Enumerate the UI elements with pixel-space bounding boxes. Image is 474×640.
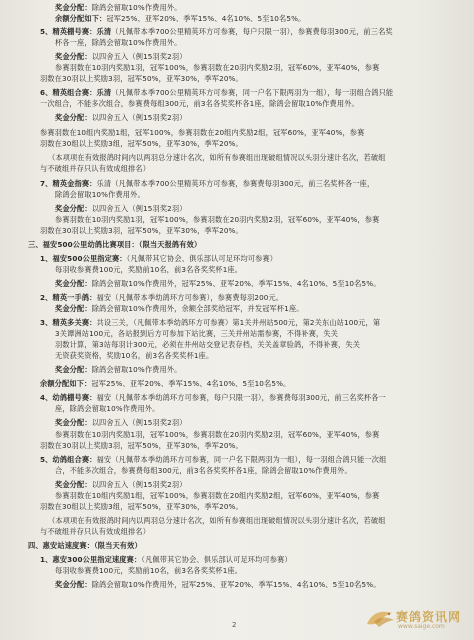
text-line <box>40 555 292 565</box>
text-segment: 福安（凡佩带本季幼鸽环方可参赛），参赛费每羽200元。 <box>96 293 284 302</box>
pigeon-logo-icon <box>364 606 396 632</box>
text-line <box>55 351 213 361</box>
text-line <box>55 113 187 123</box>
text-segment: 除鸽会留取10%作费用外，余额全部奖给冠军，并发冠军杯1座。 <box>91 304 304 313</box>
text-segment: 参赛羽数在10组内奖励1组，冠军100%，参赛羽数在20组内奖励2组，冠军60%，亚军40%，参赛 <box>55 491 380 500</box>
text-label: 6、精英组合赛：乐清 <box>40 88 112 97</box>
text-segment: 每羽收参赛费100元，奖励前10名，前3名各奖奖杯1座。 <box>55 265 243 274</box>
text-line <box>40 139 243 149</box>
text-line <box>55 566 242 576</box>
text-line <box>40 27 393 37</box>
text-segment: 除鸽会留取10%作费用外。 <box>91 365 182 374</box>
text-line <box>40 502 243 512</box>
text-segment: 乐清（凡佩带本季700公里精英环方可参赛，参赛费每羽300元，前三名奖杯各一座， <box>96 179 375 188</box>
text-segment: 冠军25%、亚军20%、季军15%、4名10%、5至10名5%。 <box>91 379 291 388</box>
text-line <box>55 418 187 428</box>
watermark-title: 赛鸽资讯网 <box>396 610 462 624</box>
text-line <box>55 215 379 225</box>
text-segment: 羽数在30羽以上奖励3羽，冠军50%，亚军30%，季军20%。 <box>40 441 243 450</box>
text-segment: （本项项在有效报鸽时间内以两羽总分速计名次，如所有参赛组出现破组情况以头羽分速计名次，若破组 <box>48 516 386 525</box>
text-line <box>40 226 243 236</box>
text-segment: 冠军25%、亚军20%、季军15%、4名10%、5至10名5%。 <box>106 14 306 23</box>
text-label: 余额分配如下： <box>55 14 107 23</box>
text-line <box>48 516 386 526</box>
text-segment: 共设三关，（凡佩带本季幼鸽环方可参赛）第1关并州站500元，第2关东山站100元，第 <box>96 318 381 327</box>
text-line <box>40 99 359 109</box>
text-segment: 与不破组并存只认有效成组排名） <box>40 527 151 536</box>
text-line <box>40 254 277 264</box>
text-segment: 除鸽会留取10%作费用外，冠军25%、亚军20%、季军15%、4名10%、5至10名5%。 <box>91 580 381 589</box>
text-line <box>55 52 187 62</box>
text-line <box>55 491 379 501</box>
text-segment: 参赛羽数在10羽内奖励1羽，冠军100%，参赛羽数在20羽内奖励2羽，冠军60%，亚军40%，参赛 <box>55 430 380 439</box>
text-segment: （凡佩带本季700公里精英环方可参赛，同一户名下限两羽为一组），每一羽组合鸽只能 <box>111 88 394 97</box>
text-segment: 以四舍五入（例15羽奖2羽） <box>91 480 187 489</box>
text-label: 奖金分配： <box>55 52 92 61</box>
text-label: 奖金分配： <box>55 580 92 589</box>
text-line <box>55 63 379 73</box>
text-line <box>40 74 243 84</box>
text-line <box>55 3 182 13</box>
text-line <box>55 466 352 476</box>
text-line <box>55 279 381 289</box>
text-segment: 3关谭洲站100元，各站报到后方可参加下站比赛，三关并州站需参赛，不得补赛，失关 <box>55 329 339 338</box>
text-label: 奖金分配： <box>55 304 92 313</box>
text-label: 四、惠安站速度赛：（限当天有效） <box>28 541 142 550</box>
text-line <box>40 318 380 328</box>
text-line <box>40 527 150 537</box>
text-segment: （凡佩带其它协会、俱乐部认可足环均可参赛） <box>141 555 292 564</box>
text-line <box>40 164 150 174</box>
text-segment: （本项项在有效报鸽时间内以两羽总分速计名次，如所有参赛组出现破组情况以头羽分速计名次，若破组 <box>48 153 386 162</box>
text-segment: 福安（凡佩带本季幼鸽环方可参赛，同一户名下限两羽为一组），每一羽组合鸽只能一次组 <box>96 455 387 464</box>
text-line <box>48 153 386 163</box>
text-line <box>28 541 142 551</box>
text-label: 余额分配如下： <box>40 379 92 388</box>
text-segment: 以四舍五入（例15羽奖2羽） <box>91 204 187 213</box>
text-line <box>40 393 386 403</box>
text-segment: 参赛羽数在10组内奖励1组，冠军100%，参赛羽数在20组内奖励2组，冠军60%，亚军40%，参赛 <box>40 128 365 137</box>
page-number: 2 <box>232 621 237 629</box>
text-line <box>40 455 386 465</box>
text-segment: 杯各一座，除鸽会留取10%作费用外。 <box>55 38 182 47</box>
text-segment: 一次组合，不能多次组合，参赛费每组300元，前3名各奖奖杯各1座，除鸽会留取10%作费用外。 <box>40 99 359 108</box>
text-line <box>55 329 338 339</box>
text-label: 奖金分配： <box>55 480 92 489</box>
text-line <box>55 365 182 375</box>
text-line <box>55 430 379 440</box>
text-segment: 除鸽会留取10%作费用外。 <box>91 3 182 12</box>
text-label: 奖金分配： <box>55 204 92 213</box>
text-segment: 无资获奖资格，奖励10名，前3名各奖奖杯1座。 <box>55 351 214 360</box>
text-label: 4、幼鸽棚号赛： <box>40 393 97 402</box>
text-line <box>55 38 182 48</box>
text-segment: 参赛羽数在10羽内奖励1羽，冠军100%，参赛羽数在20羽内奖励2羽，冠军60%，亚军40%，参赛 <box>55 63 380 72</box>
text-segment: （凡佩带本季700公里精英环方可参赛，每户只限一羽），参赛费每羽300元，前三名奖 <box>111 27 393 36</box>
watermark-url: www.saige.com <box>398 623 445 630</box>
text-segment: 羽数在30羽以上奖励3羽，冠军50%，亚军30%，季军20%。 <box>40 226 243 235</box>
text-segment: 除鸽会留取10%作费用外。 <box>55 190 145 199</box>
text-segment: 除鸽会留取10%作费用外，冠军25%、亚军20%、季军15%、4名10%、5至10名5%。 <box>91 279 381 288</box>
text-line <box>40 128 364 138</box>
text-line <box>28 240 201 250</box>
text-segment: 座，除鸽会留取10%作费用外。 <box>55 404 160 413</box>
text-segment: （凡佩带其它协会、俱乐部认可足环均可参赛） <box>126 254 278 263</box>
text-line <box>55 480 187 490</box>
text-label: 奖金分配： <box>55 279 92 288</box>
text-label: 5、幼鸽组合赛： <box>40 455 97 464</box>
text-line <box>40 179 374 189</box>
text-label: 1、福安500公里指定赛： <box>40 254 127 263</box>
text-line <box>55 190 145 200</box>
text-segment: 以四舍五入（例15羽奖2羽） <box>91 52 187 61</box>
text-line <box>55 404 159 414</box>
text-line <box>40 441 243 451</box>
text-line <box>55 580 381 590</box>
text-label: 三、福安500公里幼鸽比赛项目：（限当天报鸽有效） <box>28 240 202 249</box>
text-segment: 羽数在30组以上奖励3组，冠军50%，亚军30%，季军20%。 <box>40 139 243 148</box>
text-line <box>55 304 304 314</box>
text-segment: 羽数在30羽以上奖励3羽，冠军50%，亚军30%，季军20%。 <box>40 74 243 83</box>
text-line <box>40 293 283 303</box>
text-line <box>40 379 290 389</box>
text-line <box>40 88 393 98</box>
text-segment: 羽数在30组以上奖励3组，冠军50%，亚军30%，季军20%。 <box>40 502 243 511</box>
text-segment: 以四舍五入（例15羽奖2羽） <box>91 418 187 427</box>
text-line <box>55 265 242 275</box>
text-segment: 每羽收参赛费100元，奖励前10名，前3名各奖奖杯1座。 <box>55 566 243 575</box>
text-label: 5、精英棚号赛：乐清 <box>40 27 112 36</box>
text-label: 3、精英多关赛： <box>40 318 97 327</box>
text-label: 1、惠安300公里指定速度赛： <box>40 555 142 564</box>
site-watermark <box>362 606 468 632</box>
text-label: 奖金分配： <box>55 418 92 427</box>
text-segment: 福安（凡佩带本季幼鸽环方可参赛，每户只限一羽），参赛费每羽300元，前三名奖杯各一 <box>96 393 386 402</box>
text-label: 奖金分配： <box>55 3 92 12</box>
text-label: 2、精英一手鸽： <box>40 293 97 302</box>
text-segment: 参赛羽数在10羽内奖励1羽，冠军100%，参赛羽数在20羽内奖励2羽，冠军60%，亚军40%，参赛 <box>55 215 380 224</box>
text-label: 奖金分配： <box>55 113 92 122</box>
text-line <box>55 204 187 214</box>
text-segment: 羽数计算，第3站每羽计300元，必须在井州站交登记表存档，关关盖章验鸽，不得补赛，失关 <box>55 340 361 349</box>
text-label: 7、精英金指赛： <box>40 179 97 188</box>
text-line <box>55 340 360 350</box>
text-label: 奖金分配： <box>55 365 92 374</box>
text-segment: 合，不能多次组合，参赛费每组300元，前3名各奖奖杯各1座，除鸽会留取10%作费用外。 <box>55 466 352 475</box>
text-segment: 与不破组并存只认有效成组排名） <box>40 164 151 173</box>
text-line <box>55 14 305 24</box>
text-segment: 以四舍五入（例15羽奖2羽） <box>91 113 187 122</box>
